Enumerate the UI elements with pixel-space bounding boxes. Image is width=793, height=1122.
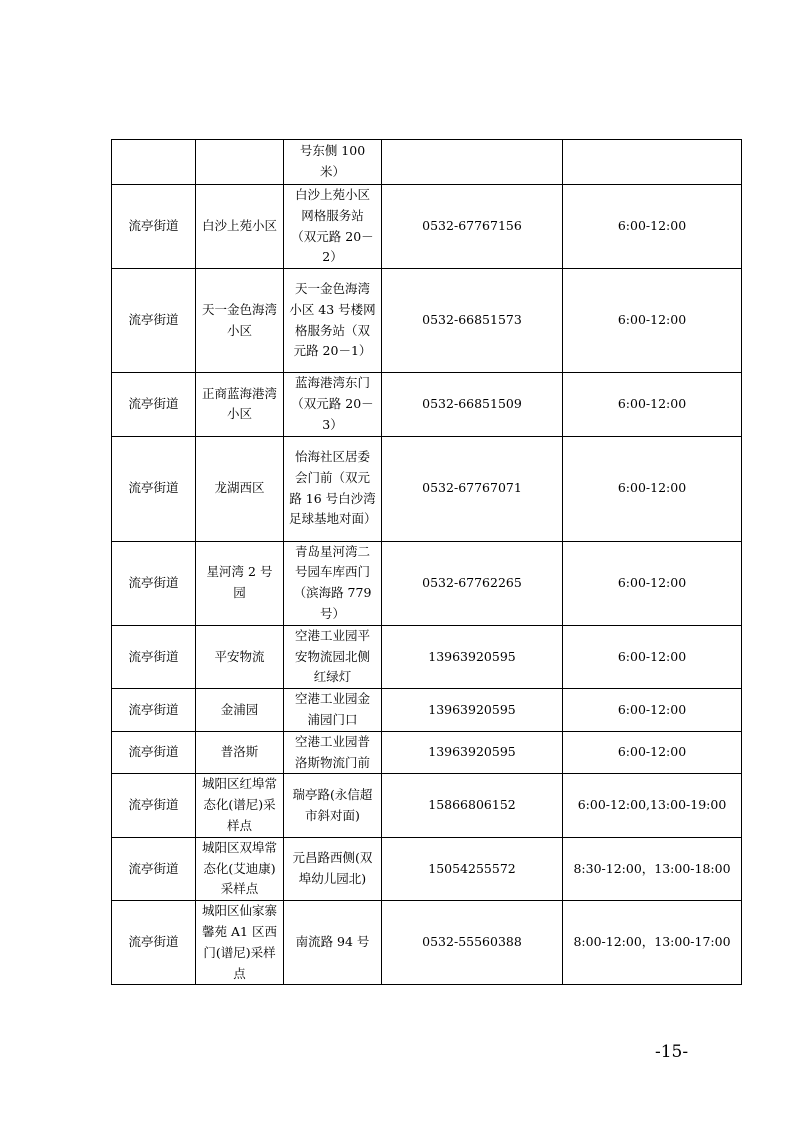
hours-cell: 6:00-12:00	[563, 541, 742, 625]
sampling-sites-table	[111, 139, 742, 985]
table-row	[112, 541, 742, 625]
street-cell: 流亭街道	[112, 837, 196, 900]
site-name-cell: 星河湾 2 号园	[196, 541, 284, 625]
street-cell: 流亭街道	[112, 731, 196, 774]
site-name-cell: 城阳区双埠常态化(艾迪康)采样点	[196, 837, 284, 900]
street-cell	[112, 140, 196, 185]
table-row	[112, 269, 742, 373]
street-cell: 流亭街道	[112, 185, 196, 269]
phone-cell: 13963920595	[382, 689, 563, 732]
hours-cell: 6:00-12:00	[563, 731, 742, 774]
table-row	[112, 185, 742, 269]
hours-cell: 6:00-12:00	[563, 625, 742, 688]
address-cell: 天一金色海湾小区 43 号楼网格服务站（双元路 20－1）	[284, 269, 382, 373]
hours-cell: 6:00-12:00	[563, 185, 742, 269]
phone-cell: 0532-67767071	[382, 436, 563, 541]
street-cell: 流亭街道	[112, 269, 196, 373]
address-cell: 瑞亭路(永信超市斜对面)	[284, 774, 382, 837]
phone-cell: 13963920595	[382, 731, 563, 774]
address-cell: 蓝海港湾东门（双元路 20－3）	[284, 373, 382, 436]
address-cell: 元昌路西侧(双埠幼儿园北)	[284, 837, 382, 900]
street-cell: 流亭街道	[112, 436, 196, 541]
address-cell: 青岛星河湾二号园车库西门（滨海路 779 号）	[284, 541, 382, 625]
phone-cell: 0532-67762265	[382, 541, 563, 625]
phone-cell: 0532-67767156	[382, 185, 563, 269]
hours-cell: 6:00-12:00	[563, 689, 742, 732]
phone-cell	[382, 140, 563, 185]
site-name-cell	[196, 140, 284, 185]
street-cell: 流亭街道	[112, 774, 196, 837]
hours-cell: 8:00-12:00，13:00-17:00	[563, 901, 742, 985]
hours-cell: 6:00-12:00	[563, 373, 742, 436]
address-cell: 空港工业园普洛斯物流门前	[284, 731, 382, 774]
phone-cell: 0532-66851573	[382, 269, 563, 373]
address-cell: 空港工业园金浦园门口	[284, 689, 382, 732]
site-name-cell: 普洛斯	[196, 731, 284, 774]
table-row	[112, 901, 742, 985]
phone-cell: 13963920595	[382, 625, 563, 688]
site-name-cell: 城阳区红埠常态化(谱尼)采样点	[196, 774, 284, 837]
site-name-cell: 平安物流	[196, 625, 284, 688]
street-cell: 流亭街道	[112, 689, 196, 732]
street-cell: 流亭街道	[112, 373, 196, 436]
page-number: -15-	[655, 1042, 689, 1062]
street-cell: 流亭街道	[112, 541, 196, 625]
table-row	[112, 731, 742, 774]
address-cell: 空港工业园平安物流园北侧红绿灯	[284, 625, 382, 688]
phone-cell: 15054255572	[382, 837, 563, 900]
table-row	[112, 625, 742, 688]
table-row	[112, 837, 742, 900]
table-row	[112, 436, 742, 541]
phone-cell: 0532-66851509	[382, 373, 563, 436]
phone-cell: 0532-55560388	[382, 901, 563, 985]
site-name-cell: 金浦园	[196, 689, 284, 732]
table-row	[112, 373, 742, 436]
hours-cell: 6:00-12:00	[563, 436, 742, 541]
hours-cell: 8:30-12:00，13:00-18:00	[563, 837, 742, 900]
site-name-cell: 正商蓝海港湾小区	[196, 373, 284, 436]
site-name-cell: 龙湖西区	[196, 436, 284, 541]
address-cell: 白沙上苑小区网格服务站（双元路 20－2）	[284, 185, 382, 269]
site-name-cell: 城阳区仙家寨馨苑 A1 区西门(谱尼)采样点	[196, 901, 284, 985]
table-row	[112, 689, 742, 732]
table-row	[112, 774, 742, 837]
hours-cell: 6:00-12:00,13:00-19:00	[563, 774, 742, 837]
street-cell: 流亭街道	[112, 901, 196, 985]
address-cell: 怡海社区居委会门前（双元路 16 号白沙湾足球基地对面）	[284, 436, 382, 541]
site-name-cell: 白沙上苑小区	[196, 185, 284, 269]
site-name-cell: 天一金色海湾小区	[196, 269, 284, 373]
hours-cell	[563, 140, 742, 185]
street-cell: 流亭街道	[112, 625, 196, 688]
address-cell: 南流路 94 号	[284, 901, 382, 985]
phone-cell: 15866806152	[382, 774, 563, 837]
address-cell: 号东侧 100 米）	[284, 140, 382, 185]
hours-cell: 6:00-12:00	[563, 269, 742, 373]
table-row	[112, 140, 742, 185]
